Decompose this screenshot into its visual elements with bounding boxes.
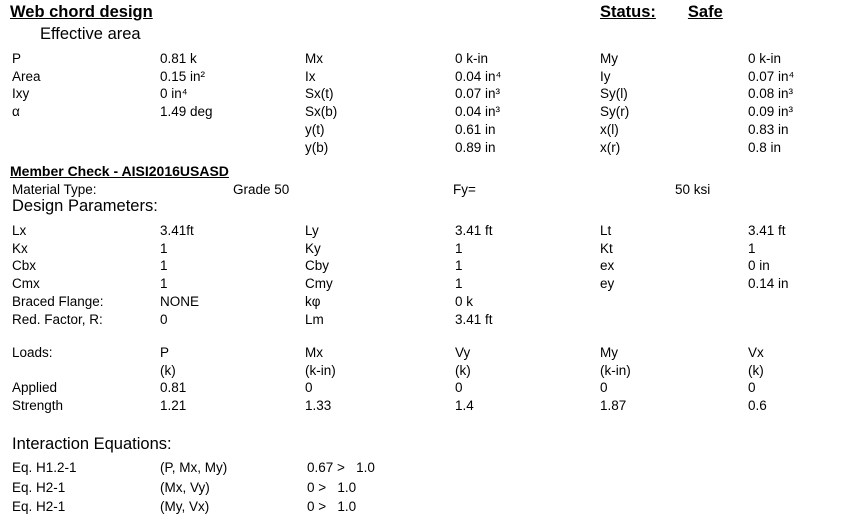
param-value: 0.07 in³ bbox=[455, 86, 501, 102]
param-label: Cmy bbox=[305, 276, 333, 292]
param-value: 0.04 in³ bbox=[455, 104, 501, 120]
loads-column-header: Vy bbox=[455, 345, 471, 360]
loads-column-header: My bbox=[600, 345, 618, 360]
param-label: P bbox=[12, 51, 22, 66]
equation-result: 0 > 1.0 bbox=[307, 499, 357, 515]
param-value: 0 in bbox=[748, 258, 770, 274]
loads-unit: (k) bbox=[748, 362, 764, 378]
loads-table bbox=[12, 344, 843, 415]
status-badge: Safe bbox=[687, 3, 723, 21]
loads-column-header: P bbox=[160, 345, 170, 360]
material-type-label: Material Type: bbox=[12, 182, 97, 197]
param-value: 0 k-in bbox=[748, 51, 782, 66]
empty-cell bbox=[600, 311, 748, 329]
param-value: 0.08 in³ bbox=[748, 86, 794, 102]
material-type-value: Grade 50 bbox=[233, 182, 290, 197]
equation-result: 0 > 1.0 bbox=[307, 479, 357, 495]
param-value: 0.83 in bbox=[748, 121, 789, 137]
loads-unit: (k-in) bbox=[305, 362, 336, 378]
param-label: Kx bbox=[12, 240, 28, 256]
equation-name: Eq. H2-1 bbox=[12, 499, 66, 515]
member-check-heading: Member Check - AISI2016USASD bbox=[10, 163, 229, 179]
param-label: Lx bbox=[12, 223, 27, 238]
param-label: ex bbox=[600, 258, 615, 274]
param-label: Ly bbox=[305, 223, 319, 238]
param-value: 1 bbox=[455, 258, 463, 274]
param-value: 0.15 in² bbox=[160, 68, 206, 84]
param-label: Lt bbox=[600, 223, 612, 238]
param-value: 0 in⁴ bbox=[160, 86, 188, 102]
applied-value: 0 bbox=[455, 380, 463, 396]
equation-name: Eq. H2-1 bbox=[12, 479, 66, 495]
param-value: 0.07 in⁴ bbox=[748, 68, 795, 84]
equation-terms: (P, Mx, My) bbox=[160, 460, 228, 475]
strength-value: 0.6 bbox=[748, 398, 767, 414]
interaction-equations-table bbox=[12, 458, 712, 517]
loads-unit: (k) bbox=[455, 362, 471, 378]
applied-value: 0 bbox=[748, 380, 756, 396]
param-value: 3.41 ft bbox=[748, 223, 786, 238]
empty-cell bbox=[12, 362, 160, 380]
param-label: Area bbox=[12, 68, 41, 84]
loads-unit: (k-in) bbox=[600, 362, 631, 378]
param-label: kφ bbox=[305, 293, 321, 309]
status-label: Status: bbox=[600, 3, 656, 21]
effective-area-table bbox=[12, 50, 843, 156]
param-value: 3.41 ft bbox=[455, 223, 493, 238]
empty-cell bbox=[160, 121, 305, 139]
param-value: 1 bbox=[748, 240, 756, 256]
equation-terms: (My, Vx) bbox=[160, 499, 210, 515]
param-label: Red. Factor, R: bbox=[12, 311, 103, 327]
param-label: Sy(l) bbox=[600, 86, 628, 102]
page-title: Web chord design bbox=[10, 3, 153, 21]
loads-column-header: Mx bbox=[305, 345, 323, 360]
param-value: 0.14 in bbox=[748, 276, 789, 292]
param-label: y(b) bbox=[305, 139, 329, 155]
param-label: Braced Flange: bbox=[12, 293, 104, 309]
param-label: Cbx bbox=[12, 258, 37, 274]
param-value: 1 bbox=[160, 276, 168, 292]
loads-heading: Loads: bbox=[12, 345, 53, 360]
status bbox=[600, 3, 723, 22]
param-label: Sy(r) bbox=[600, 104, 630, 120]
applied-value: 0 bbox=[305, 380, 313, 396]
empty-cell bbox=[600, 293, 748, 311]
param-value: 3.41ft bbox=[160, 223, 194, 238]
strength-value: 1.21 bbox=[160, 398, 187, 414]
param-value: 1.49 deg bbox=[160, 104, 213, 120]
param-value: 1 bbox=[455, 240, 463, 256]
param-value: 0 k-in bbox=[455, 51, 489, 66]
design-parameters-table bbox=[12, 222, 843, 328]
empty-cell bbox=[748, 311, 843, 329]
param-label: Ixy bbox=[12, 86, 30, 102]
param-label: Lm bbox=[305, 311, 324, 327]
empty-cell bbox=[160, 139, 305, 157]
param-label: Mx bbox=[305, 51, 323, 66]
param-value: 0 k bbox=[455, 293, 474, 309]
equation-name: Eq. H1.2-1 bbox=[12, 460, 77, 475]
interaction-equations-heading: Interaction Equations: bbox=[12, 435, 172, 453]
param-label: Ix bbox=[305, 68, 316, 84]
strength-value: 1.4 bbox=[455, 398, 474, 414]
param-value: 0.81 k bbox=[160, 51, 197, 66]
param-label: Sx(b) bbox=[305, 104, 338, 120]
param-label: Ky bbox=[305, 240, 321, 256]
param-label: ey bbox=[600, 276, 615, 292]
fy-value: 50 ksi bbox=[675, 182, 711, 197]
param-value: 0 bbox=[160, 311, 168, 327]
param-value: 3.41 ft bbox=[455, 311, 493, 327]
effective-area-heading: Effective area bbox=[40, 25, 141, 43]
empty-cell bbox=[748, 293, 843, 311]
param-value: 1 bbox=[160, 258, 168, 274]
applied-value: 0.81 bbox=[160, 380, 187, 396]
applied-value: 0 bbox=[600, 380, 608, 396]
fy-label: Fy= bbox=[453, 182, 476, 197]
param-label: My bbox=[600, 51, 618, 66]
strength-value: 1.87 bbox=[600, 398, 627, 414]
param-value: 0.61 in bbox=[455, 121, 496, 137]
param-label: α bbox=[12, 104, 20, 120]
param-label: x(l) bbox=[600, 121, 619, 137]
loads-column-header: Vx bbox=[748, 345, 764, 360]
param-label: x(r) bbox=[600, 139, 621, 155]
design-parameters-heading: Design Parameters: bbox=[12, 197, 158, 215]
empty-cell bbox=[12, 139, 160, 157]
param-label: y(t) bbox=[305, 121, 325, 137]
param-label: Cby bbox=[305, 258, 330, 274]
param-label: Kt bbox=[600, 240, 613, 256]
strength-value: 1.33 bbox=[305, 398, 332, 414]
param-value: 1 bbox=[160, 240, 168, 256]
param-value: NONE bbox=[160, 293, 200, 309]
param-label: Cmx bbox=[12, 276, 40, 292]
empty-cell bbox=[12, 121, 160, 139]
param-label: Iy bbox=[600, 68, 611, 84]
equation-result: 0.67 > 1.0 bbox=[307, 460, 375, 475]
loads-unit: (k) bbox=[160, 362, 176, 378]
param-value: 0.89 in bbox=[455, 139, 496, 155]
applied-row-label: Applied bbox=[12, 380, 58, 396]
param-value: 0.09 in³ bbox=[748, 104, 794, 120]
param-value: 0.8 in bbox=[748, 139, 782, 155]
equation-terms: (Mx, Vy) bbox=[160, 479, 210, 495]
param-label: Sx(t) bbox=[305, 86, 334, 102]
param-value: 1 bbox=[455, 276, 463, 292]
strength-row-label: Strength bbox=[12, 398, 64, 414]
param-value: 0.04 in⁴ bbox=[455, 68, 502, 84]
